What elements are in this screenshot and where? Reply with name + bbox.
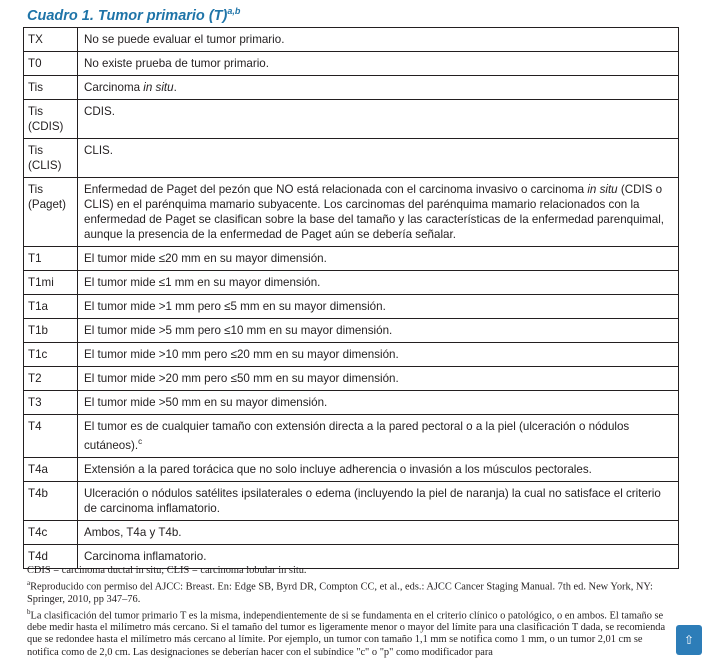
stage-code: Tis (CDIS)	[24, 100, 78, 139]
footnote-text: La clasificación del tumor primario T es la misma, independientemente de si se fundamenta en el criterio clínico o patológico, o en ambos. El tamaño se debe medir hasta el milímetro más cercano. Si el tamaño del tumor es ligeramente menor o mayor del límite para una clasificación T dada, se recomienda que se redondee hasta el milímetro más cercano al límite. Por ejemplo, un tumor con tamaño 1,1 mm se notifica como 1 mm, o un tumor 2,01 cm se notifica como de 2,0 cm. Las designaciones se deberían hacer con el subíndice "c" o "p" como modificador para	[27, 610, 666, 658]
stage-code: T0	[24, 52, 78, 76]
footnote	[27, 606, 675, 659]
table-row	[24, 295, 679, 319]
footnote-mark: b	[27, 607, 31, 616]
table-row	[24, 481, 679, 520]
stage-description	[78, 28, 679, 52]
description-text: Enfermedad de Paget del pezón que NO está relacionada con el carcinoma invasivo o carcinoma	[84, 183, 588, 196]
footnote-ref: c	[138, 437, 143, 446]
stage-description	[78, 481, 679, 520]
table-row	[24, 520, 679, 544]
scroll-to-top-button[interactable]	[676, 625, 702, 655]
table-row	[24, 139, 679, 178]
stage-code: T4d	[24, 544, 78, 568]
table-row	[24, 457, 679, 481]
description-text: El tumor mide >10 mm pero ≤20 mm en su mayor dimensión.	[84, 348, 399, 361]
stage-code: T3	[24, 391, 78, 415]
description-text: Carcinoma	[84, 81, 144, 94]
stage-description	[78, 520, 679, 544]
stage-description	[78, 343, 679, 367]
stage-code: T1	[24, 247, 78, 271]
description-text: El tumor mide >5 mm pero ≤10 mm en su mayor dimensión.	[84, 324, 393, 337]
description-text: Ulceración o nódulos satélites ipsilaterales o edema (incluyendo la piel de naranja) la cual no satisface el criterio de carcinoma inflamatorio.	[84, 486, 661, 515]
stage-description	[78, 367, 679, 391]
description-text: El tumor es de cualquier tamaño con extensión directa a la pared pectoral o a la piel (ulceración o nódulos cutáneos).	[84, 420, 630, 452]
description-text: .	[173, 81, 177, 94]
arrow-up-icon: ⇧	[683, 633, 695, 647]
stage-code: T1c	[24, 343, 78, 367]
footnote	[27, 565, 675, 577]
stage-code: TX	[24, 28, 78, 52]
footnote-text: CDIS = carcinoma ductal in situ; CLIS = carcinoma lobular in situ.	[27, 565, 307, 576]
description-text: No se puede evaluar el tumor primario.	[84, 33, 285, 46]
stage-code: T1b	[24, 319, 78, 343]
tumor-classification-table	[23, 27, 679, 569]
stage-description	[78, 76, 679, 100]
footnote-mark: a	[27, 579, 31, 588]
title-superscript: a,b	[227, 6, 241, 16]
stage-description	[78, 457, 679, 481]
table-row	[24, 76, 679, 100]
stage-description	[78, 52, 679, 76]
stage-code: Tis	[24, 76, 78, 100]
stage-description	[78, 415, 679, 458]
stage-description	[78, 139, 679, 178]
stage-code: T1a	[24, 295, 78, 319]
table-row	[24, 343, 679, 367]
table-title	[27, 6, 240, 24]
description-text: in situ	[587, 183, 618, 196]
table-row	[24, 52, 679, 76]
description-text: El tumor mide ≤20 mm en su mayor dimensión.	[84, 252, 327, 265]
stage-code: T1mi	[24, 271, 78, 295]
description-text: Extensión a la pared torácica que no solo incluye adherencia o invasión a los músculos pectorales.	[84, 462, 592, 476]
description-text: Ambos, T4a y T4b.	[84, 525, 182, 539]
table-row	[24, 28, 679, 52]
stage-code: Tis (Paget)	[24, 178, 78, 247]
description-text: El tumor mide >20 mm pero ≤50 mm en su mayor dimensión.	[84, 372, 399, 385]
description-text: El tumor mide >1 mm pero ≤5 mm en su mayor dimensión.	[84, 300, 386, 313]
table-row	[24, 178, 679, 247]
stage-description	[78, 271, 679, 295]
footnotes	[27, 565, 675, 659]
stage-code: T4a	[24, 457, 78, 481]
table-row	[24, 391, 679, 415]
stage-code: Tis (CLIS)	[24, 139, 78, 178]
stage-description	[78, 100, 679, 139]
stage-description	[78, 178, 679, 247]
description-text: in situ	[143, 81, 174, 94]
stage-description	[78, 391, 679, 415]
footnote	[27, 577, 675, 606]
stage-code: T4b	[24, 481, 78, 520]
description-text: Carcinoma inflamatorio.	[84, 549, 207, 563]
table-row	[24, 367, 679, 391]
table-row	[24, 247, 679, 271]
title-text: Cuadro 1. Tumor primario (T)	[27, 7, 228, 24]
stage-code: T2	[24, 367, 78, 391]
description-text: El tumor mide >50 mm en su mayor dimensión.	[84, 396, 328, 409]
description-text: CDIS.	[84, 105, 115, 118]
description-text: No existe prueba de tumor primario.	[84, 57, 269, 70]
description-text: El tumor mide ≤1 mm en su mayor dimensión.	[84, 276, 321, 289]
table-row	[24, 271, 679, 295]
table-row	[24, 319, 679, 343]
table-row	[24, 415, 679, 458]
stage-description	[78, 295, 679, 319]
stage-code: T4c	[24, 520, 78, 544]
stage-description	[78, 319, 679, 343]
description-text: (CDIS o CLIS) en el parénquima mamario subyacente. Los carcinomas del parénquima mamario relacionados con la enfermedad de Paget se clasifican sobre la base del tamaño y las características de la enfermedad parenquimal, aunque la presencia de la enfermedad de Paget aún se debería señalar.	[84, 183, 665, 241]
description-text: CLIS.	[84, 144, 113, 157]
table-row	[24, 100, 679, 139]
footnote-text: Reproducido con permiso del AJCC: Breast. En: Edge SB, Byrd DR, Compton CC, et al., eds.: AJCC Cancer Staging Manual. 7th ed. New York, NY: Springer, 2010, pp 347–76.	[27, 581, 653, 605]
stage-code: T4	[24, 415, 78, 458]
stage-description	[78, 247, 679, 271]
